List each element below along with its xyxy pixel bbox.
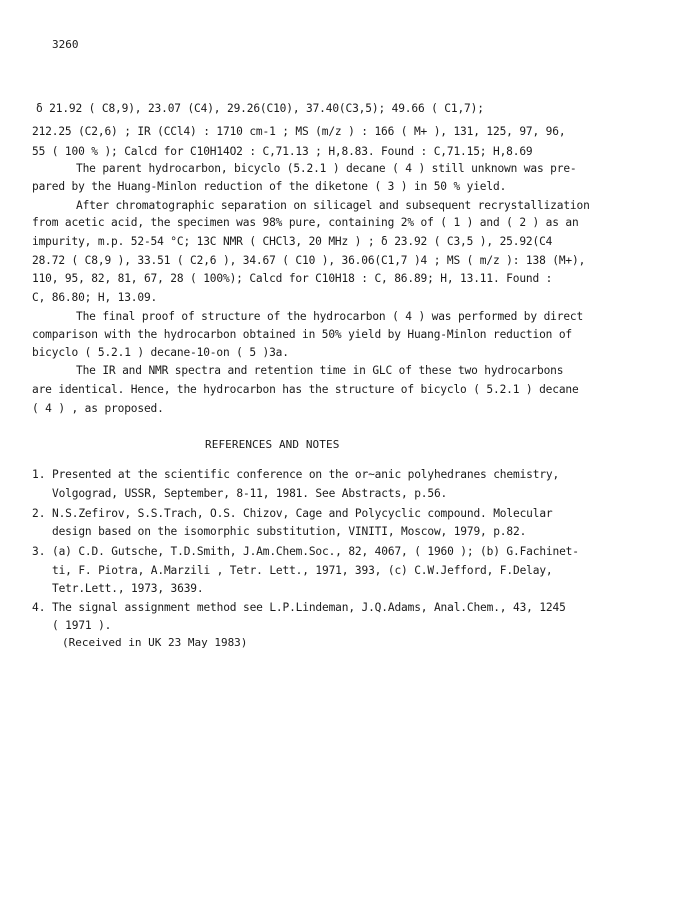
body-line: C, 86.80; H, 13.09. — [32, 291, 158, 304]
page-number: 3260 — [52, 38, 79, 51]
reference-line: (a) C.D. Gutsche, T.D.Smith, J.Am.Chem.Soc., 82, 4067, ( 1960 ); (b) G.Fachinet- — [52, 545, 579, 558]
body-line: The final proof of structure of the hydrocarbon ( 4 ) was performed by direct — [76, 310, 584, 323]
body-line: δ 21.92 ( C8,9), 23.07 (C4), 29.26(C10), 37.40(C3,5); 49.66 ( C1,7); — [36, 102, 484, 115]
reference-line: design based on the isomorphic substitution, VINITI, Moscow, 1979, p.82. — [52, 525, 527, 538]
body-line: ( 4 ) , as proposed. — [32, 402, 164, 415]
body-line: pared by the Huang-Minlon reduction of the diketone ( 3 ) in 50 % yield. — [32, 180, 507, 193]
body-line: impurity, m.p. 52-54 °C; 13C NMR ( CHCl3, 20 MHz ) ; δ 23.92 ( C3,5 ), 25.92(C4 — [32, 235, 553, 248]
reference-line: Presented at the scientific conference on the or~anic polyhedranes chemistry, — [52, 468, 560, 481]
reference-number: 3. — [32, 545, 46, 558]
reference-number: 4. — [32, 601, 46, 614]
reference-line: Tetr.Lett., 1973, 3639. — [52, 582, 204, 595]
reference-number: 1. — [32, 468, 46, 481]
body-line: are identical. Hence, the hydrocarbon has the structure of bicyclo ( 5.2.1 ) decane — [32, 383, 579, 396]
body-line: 55 ( 100 % ); Calcd for C10H14O2 : C,71.13 ; H,8.83. Found : C,71.15; H,8.69 — [32, 145, 533, 158]
body-line: 212.25 (C2,6) ; IR (CCl4) : 1710 cm-1 ; MS (m/z ) : 166 ( M+ ), 131, 125, 97, 96, — [32, 125, 566, 138]
received-note: (Received in UK 23 May 1983) — [62, 636, 248, 649]
body-line: 110, 95, 82, 81, 67, 28 ( 100%); Calcd for C10H18 : C, 86.89; H, 13.11. Found : — [32, 272, 553, 285]
reference-line: ( 1971 ). — [52, 619, 112, 632]
body-line: The parent hydrocarbon, bicyclo (5.2.1 ) decane ( 4 ) still unknown was pre- — [76, 162, 577, 175]
references-heading: REFERENCES AND NOTES — [205, 438, 340, 451]
body-line: comparison with the hydrocarbon obtained in 50% yield by Huang-Minlon reduction of — [32, 328, 573, 341]
reference-number: 2. — [32, 507, 46, 520]
body-line: The IR and NMR spectra and retention time in GLC of these two hydrocarbons — [76, 364, 564, 377]
body-line: from acetic acid, the specimen was 98% pure, containing 2% of ( 1 ) and ( 2 ) as an — [32, 216, 579, 229]
body-line: bicyclo ( 5.2.1 ) decane-10-on ( 5 )3a. — [32, 346, 289, 359]
body-line: After chromatographic separation on silicagel and subsequent recrystallization — [76, 199, 590, 212]
reference-line: ti, F. Piotra, A.Marzili , Tetr. Lett., 1971, 393, (c) C.W.Jefford, F.Delay, — [52, 564, 553, 577]
reference-line: N.S.Zefirov, S.S.Trach, O.S. Chizov, Cage and Polycyclic compound. Molecular — [52, 507, 553, 520]
body-line: 28.72 ( C8,9 ), 33.51 ( C2,6 ), 34.67 ( C10 ), 36.06(C1,7 )4 ; MS ( m/z ): 138 (M+), — [32, 254, 586, 267]
reference-line: Volgograd, USSR, September, 8-11, 1981. See Abstracts, p.56. — [52, 487, 448, 500]
reference-line: The signal assignment method see L.P.Lindeman, J.Q.Adams, Anal.Chem., 43, 1245 — [52, 601, 566, 614]
